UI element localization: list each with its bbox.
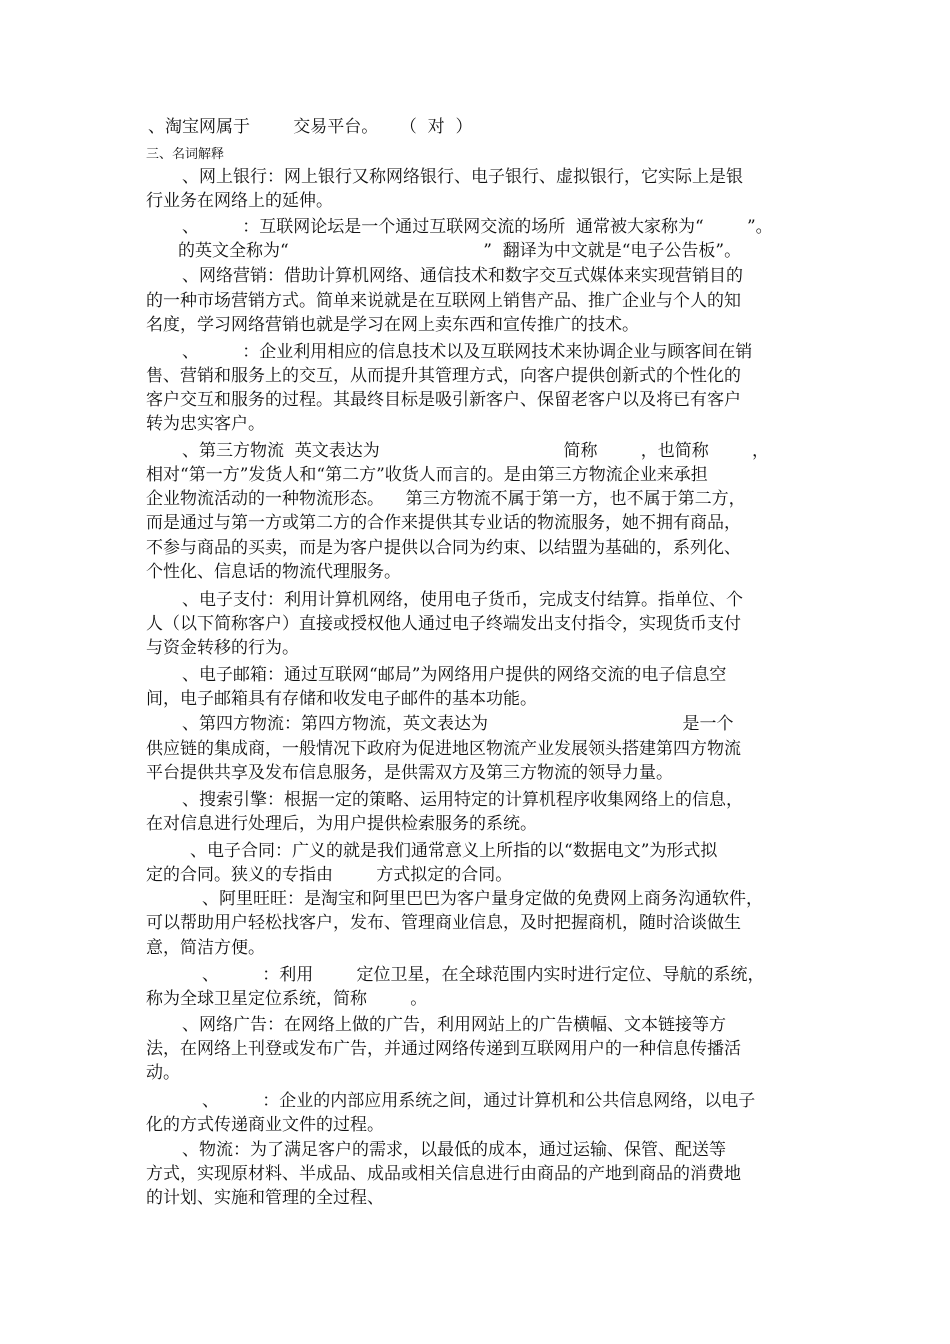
- definition-line: 名度，学习网络营销也就是学习在网上卖东西和宣传推广的技术。: [146, 315, 639, 335]
- definition-line: 的一种市场营销方式。简单来说就是在互联网上销售产品、推广企业与个人的知: [146, 291, 741, 311]
- definition-line: 可以帮助用户轻松找客户，发布、管理商业信息，及时把握商机，随时洽谈做生: [146, 913, 741, 933]
- definition-line: 化的方式传递商业文件的过程。: [146, 1115, 384, 1135]
- definition-line: 人（以下简称客户）直接或授权他人通过电子终端发出支付指令，实现货币支付: [146, 614, 741, 634]
- definition-line: 方式，实现原材料、半成品、成品或相关信息进行由商品的产地到商品的消费地: [146, 1164, 741, 1184]
- definition-line: 、电子邮箱：通过互联网“邮局”为网络用户提供的网络交流的电子信息空: [182, 665, 727, 685]
- definition-line: 意，简洁方便。: [146, 938, 265, 958]
- definition-line: 、搜索引擎：根据一定的策略、运用特定的计算机程序收集网络上的信息，: [182, 790, 743, 810]
- definition-line: 的计划、实施和管理的全过程、: [146, 1188, 384, 1208]
- definition-line: 在对信息进行处理后，为用户提供检索服务的系统。: [146, 814, 537, 834]
- definition-line: 、第三方物流 英文表达为 简称 ，也简称 ，: [182, 441, 769, 461]
- definition-line: 平台提供共享及发布信息服务，是供需双方及第三方物流的领导力量。: [146, 763, 673, 783]
- definition-line: 与资金转移的行为。: [146, 638, 299, 658]
- definition-line: 、 ：企业的内部应用系统之间，通过计算机和公共信息网络，以电子: [202, 1091, 756, 1111]
- definition-line: 、物流：为了满足客户的需求，以最低的成本，通过运输、保管、配送等: [182, 1140, 726, 1160]
- section-heading: 三、名词解释: [146, 147, 225, 162]
- definition-line: 法，在网络上刊登或发布广告，并通过网络传递到互联网用户的一种信息传播活: [146, 1039, 741, 1059]
- definition-line: 、 ：利用 定位卫星，在全球范围内实时进行定位、导航的系统，: [202, 965, 765, 985]
- definition-line: 行业务在网络上的延伸。: [146, 191, 333, 211]
- definition-line: 、网络广告：在网络上做的广告，利用网站上的广告横幅、文本链接等方: [182, 1015, 726, 1035]
- definition-line: 、网上银行：网上银行又称网络银行、电子银行、虚拟银行，它实际上是银: [182, 167, 743, 187]
- definition-line: 间，电子邮箱具有存储和收发电子邮件的基本功能。: [146, 689, 537, 709]
- definition-line: 、网络营销：借助计算机网络、通信技术和数字交互式媒体来实现营销目的: [182, 266, 743, 286]
- definition-line: 动。: [146, 1063, 180, 1083]
- definition-line: 、第四方物流：第四方物流，英文表达为 是一个: [182, 714, 734, 734]
- definition-line: 、阿里旺旺：是淘宝和阿里巴巴为客户量身定做的免费网上商务沟通软件，: [202, 889, 763, 909]
- definition-line: 、 ：企业利用相应的信息技术以及互联网技术来协调企业与顾客间在销: [182, 342, 753, 362]
- definition-line: 而是通过与第一方或第二方的合作来提供其专业话的物流服务，她不拥有商品，: [146, 513, 741, 533]
- definition-line: 供应链的集成商，一般情况下政府为促进地区物流产业发展领头搭建第四方物流: [146, 739, 741, 759]
- definition-line: 企业物流活动的一种物流形态。 第三方物流不属于第一方，也不属于第二方，: [146, 489, 746, 509]
- definition-line: 称为全球卫星定位系统，简称 。: [146, 989, 428, 1009]
- definition-line: 不参与商品的买卖，而是为客户提供以合同为约束、以结盟为基础的，系列化、: [146, 538, 741, 558]
- definition-line: 相对“第一方”发货人和“第二方”收货人而言的。是由第三方物流企业来承担: [146, 465, 708, 485]
- definition-line: 的英文全称为“ ” 翻译为中文就是“电子公告板”。: [178, 241, 742, 261]
- definition-line: 售、营销和服务上的交互，从而提升其管理方式，向客户提供创新式的个性化的: [146, 366, 741, 386]
- definition-line: 、 ：互联网论坛是一个通过互联网交流的场所 通常被大家称为“ ”。: [182, 217, 773, 237]
- definition-line: 定的合同。狭义的专指由 方式拟定的合同。: [146, 865, 513, 885]
- definition-line: 、电子合同：广义的就是我们通常意义上所指的以“数据电文”为形式拟: [190, 841, 718, 861]
- definition-line: 个性化、信息话的物流代理服务。: [146, 562, 401, 582]
- definition-line: 客户交互和服务的过程。其最终目标是吸引新客户、保留老客户以及将已有客户: [146, 390, 741, 410]
- definition-line: 转为忠实客户。: [146, 414, 265, 434]
- answer-line: 、淘宝网属于 交易平台。 （ 对 ）: [148, 117, 473, 137]
- definition-line: 、电子支付：利用计算机网络，使用电子货币，完成支付结算。指单位、个: [182, 590, 743, 610]
